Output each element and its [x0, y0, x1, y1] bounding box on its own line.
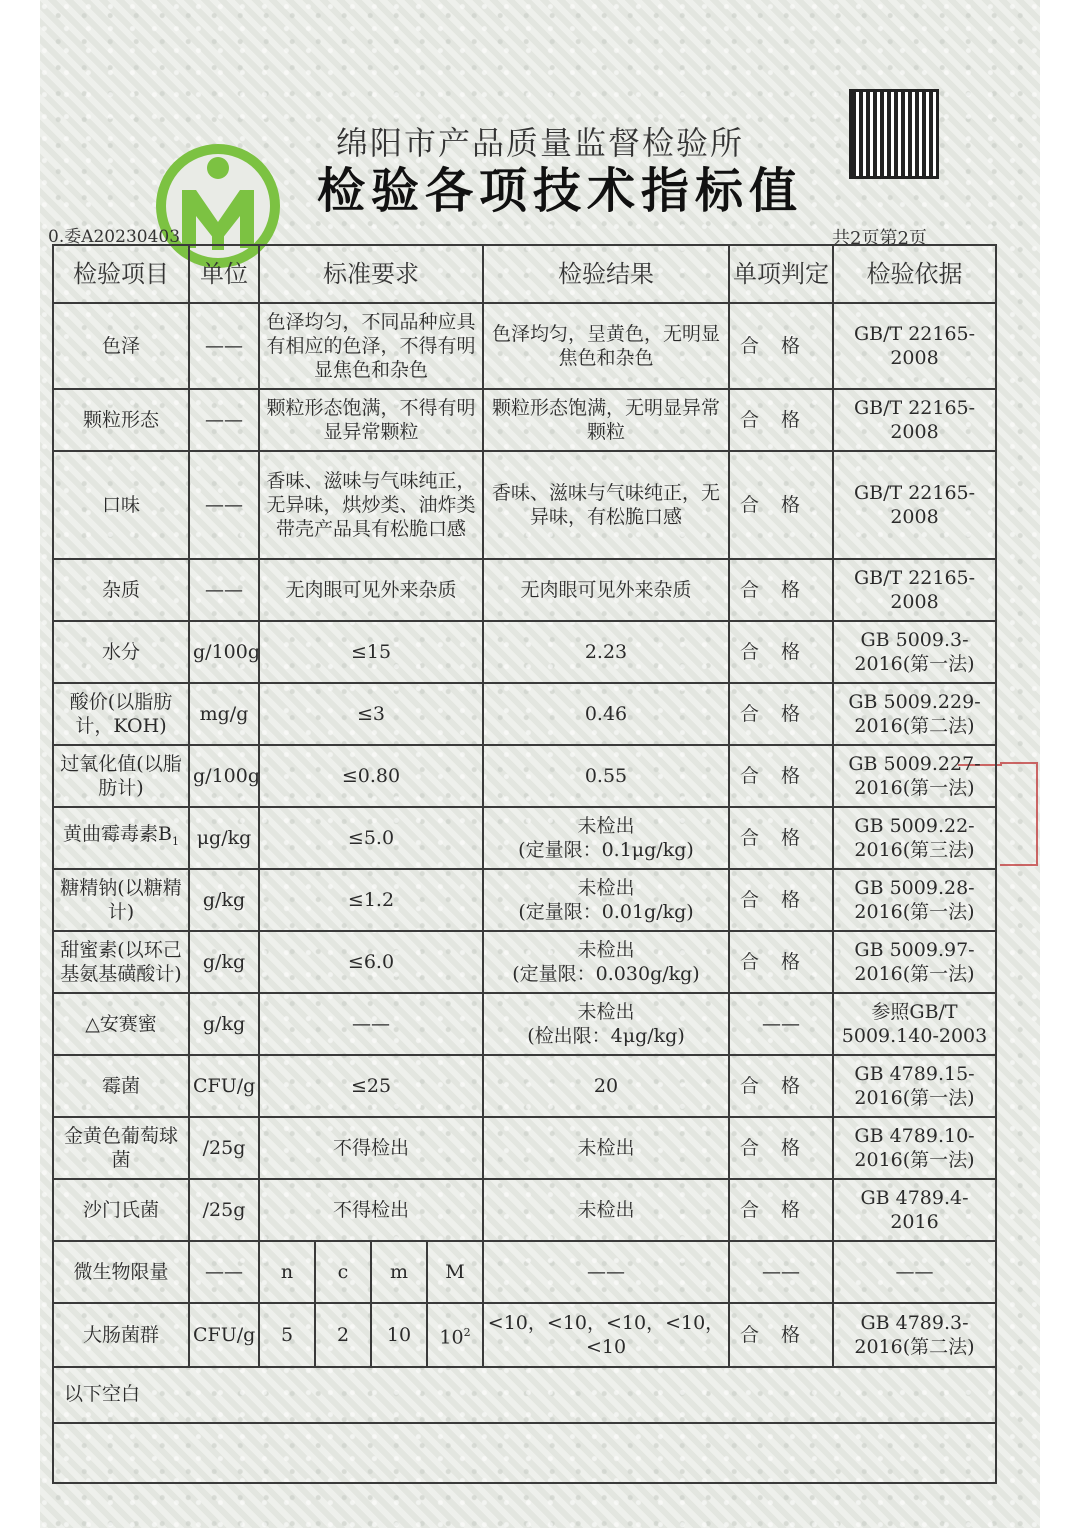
cell-standard: 颗粒形态饱满，不得有明显异常颗粒 — [259, 389, 483, 451]
cell-unit: —— — [189, 1241, 259, 1303]
col-header-item: 检验项目 — [53, 245, 189, 303]
cell-unit: —— — [189, 303, 259, 389]
cell-unit: g/kg — [189, 993, 259, 1055]
cell-judgement: —— — [729, 993, 833, 1055]
blank-cell — [53, 1423, 996, 1483]
blank-row — [53, 1423, 996, 1483]
cell-result: 未检出 — [483, 1117, 729, 1179]
cell-basis: GB 5009.229-2016(第二法) — [833, 683, 996, 745]
cell-unit: CFU/g — [189, 1303, 259, 1367]
cell-basis: GB 4789.15-2016(第一法) — [833, 1055, 996, 1117]
cell-col-n: n — [259, 1241, 315, 1303]
table-row — [53, 683, 996, 745]
cell-standard: —— — [259, 993, 483, 1055]
cell-col-M: M — [427, 1241, 483, 1303]
result-note: (定量限：0.030g/kg) — [512, 963, 700, 985]
cell-unit: —— — [189, 559, 259, 621]
cell-item-subscript: 1 — [171, 834, 179, 848]
cell-judgement: 合格 — [729, 869, 833, 931]
cell-result — [483, 931, 729, 993]
cell-item: 沙门氏菌 — [53, 1179, 189, 1241]
cell-item: △安赛蜜 — [53, 993, 189, 1055]
cell-unit: —— — [189, 389, 259, 451]
cell-standard: 香味、滋味与气味纯正，无异味，烘炒类、油炸类带壳产品具有松脆口感 — [259, 451, 483, 559]
cell-basis: 参照GB/T 5009.140-2003 — [833, 993, 996, 1055]
result-text: 未检出 — [577, 815, 635, 837]
cell-judgement: 合格 — [729, 807, 833, 869]
cell-result: 0.46 — [483, 683, 729, 745]
result-text: 未检出 — [577, 939, 635, 961]
cell-basis: GB/T 22165-2008 — [833, 303, 996, 389]
cell-result: 无肉眼可见外来杂质 — [483, 559, 729, 621]
cell-M — [427, 1303, 483, 1367]
cell-item: 霉菌 — [53, 1055, 189, 1117]
cell-standard: 不得检出 — [259, 1179, 483, 1241]
cell-item: 微生物限量 — [53, 1241, 189, 1303]
cell-item: 大肠菌群 — [53, 1303, 189, 1367]
table-row — [53, 745, 996, 807]
cell-judgement: —— — [729, 1241, 833, 1303]
blank-label: 以下空白 — [53, 1367, 189, 1423]
cell-unit: /25g — [189, 1117, 259, 1179]
table-row — [53, 389, 996, 451]
col-header-unit: 单位 — [189, 245, 259, 303]
cell-standard: ≤5.0 — [259, 807, 483, 869]
cell-c: 2 — [315, 1303, 371, 1367]
document-title: 检验各项技术指标值 — [316, 163, 803, 219]
blank-row — [53, 1367, 996, 1423]
cell-judgement: 合格 — [729, 1055, 833, 1117]
cell-result: 2.23 — [483, 621, 729, 683]
col-header-result: 检验结果 — [483, 245, 729, 303]
cell-result: 颗粒形态饱满，无明显异常颗粒 — [483, 389, 729, 451]
table-row — [53, 1055, 996, 1117]
cell-judgement: 合格 — [729, 745, 833, 807]
table-row — [53, 1179, 996, 1241]
cell-item: 甜蜜素(以环己基氨基磺酸计) — [53, 931, 189, 993]
report-number: 0.委A20230403 — [48, 227, 181, 247]
table-row — [53, 807, 996, 869]
seam-stamp — [1000, 762, 1038, 866]
page-info: 共2页第2页 — [832, 228, 927, 249]
result-note: (定量限：0.01g/kg) — [518, 901, 694, 923]
blank-cell — [189, 1367, 996, 1423]
cell-item: 杂质 — [53, 559, 189, 621]
cell-unit: μg/kg — [189, 807, 259, 869]
cell-standard: 不得检出 — [259, 1117, 483, 1179]
cell-judgement: 合格 — [729, 303, 833, 389]
cell-basis: GB 4789.10-2016(第一法) — [833, 1117, 996, 1179]
cell-item-text: 黄曲霉毒素B — [63, 823, 172, 846]
cell-judgement: 合格 — [729, 389, 833, 451]
cell-unit: g/kg — [189, 931, 259, 993]
cell-unit: g/100g — [189, 745, 259, 807]
cell-col-c: c — [315, 1241, 371, 1303]
cell-result: 0.55 — [483, 745, 729, 807]
cell-col-m: m — [371, 1241, 427, 1303]
cell-judgement: 合格 — [729, 1179, 833, 1241]
cell-unit: CFU/g — [189, 1055, 259, 1117]
cell-basis: GB/T 22165-2008 — [833, 451, 996, 559]
cell-basis: GB 5009.227-2016(第一法) — [833, 745, 996, 807]
result-note: (检出限：4μg/kg) — [527, 1025, 685, 1047]
cell-judgement: 合格 — [729, 931, 833, 993]
cell-M-base: 10 — [439, 1326, 464, 1349]
cell-judgement: 合格 — [729, 683, 833, 745]
cell-judgement: 合格 — [729, 621, 833, 683]
table-row — [53, 869, 996, 931]
cell-n: 5 — [259, 1303, 315, 1367]
cell-result: <10，<10，<10，<10，<10 — [483, 1303, 729, 1367]
cell-judgement: 合格 — [729, 451, 833, 559]
cell-judgement: 合格 — [729, 559, 833, 621]
col-header-judgement: 单项判定 — [729, 245, 833, 303]
cell-basis: GB 4789.3-2016(第二法) — [833, 1303, 996, 1367]
table-row — [53, 1117, 996, 1179]
cell-item — [53, 807, 189, 869]
table-row — [53, 993, 996, 1055]
cell-basis: GB 5009.97-2016(第一法) — [833, 931, 996, 993]
cell-result: 20 — [483, 1055, 729, 1117]
table-row — [53, 621, 996, 683]
cell-basis: GB 4789.4-2016 — [833, 1179, 996, 1241]
table-row — [53, 559, 996, 621]
coliform-row — [53, 1303, 996, 1367]
cell-standard: ≤15 — [259, 621, 483, 683]
cell-unit: g/100g — [189, 621, 259, 683]
cell-M-exponent: 2 — [463, 1325, 471, 1339]
cell-standard: ≤25 — [259, 1055, 483, 1117]
cell-basis: GB 5009.28-2016(第一法) — [833, 869, 996, 931]
cell-item: 过氧化值(以脂肪计) — [53, 745, 189, 807]
institute-name: 绵阳市产品质量监督检验所 — [335, 124, 744, 162]
table-row — [53, 451, 996, 559]
cell-m: 10 — [371, 1303, 427, 1367]
header-row — [53, 245, 996, 303]
cell-standard: ≤6.0 — [259, 931, 483, 993]
cell-unit: —— — [189, 451, 259, 559]
table-row — [53, 931, 996, 993]
result-text: 未检出 — [577, 877, 635, 899]
cell-item: 金黄色葡萄球菌 — [53, 1117, 189, 1179]
cell-judgement: 合格 — [729, 1117, 833, 1179]
result-text: 未检出 — [577, 1001, 635, 1023]
cell-item: 酸价(以脂肪计，KOH) — [53, 683, 189, 745]
micro-limit-row — [53, 1241, 996, 1303]
result-note: (定量限：0.1μg/kg) — [518, 839, 694, 861]
cell-result — [483, 807, 729, 869]
cell-basis: GB 5009.22-2016(第三法) — [833, 807, 996, 869]
cell-item: 水分 — [53, 621, 189, 683]
cell-standard: ≤1.2 — [259, 869, 483, 931]
cell-unit: g/kg — [189, 869, 259, 931]
cell-basis: —— — [833, 1241, 996, 1303]
col-header-basis: 检验依据 — [833, 245, 996, 303]
col-header-standard: 标准要求 — [259, 245, 483, 303]
cell-result: 色泽均匀，呈黄色，无明显焦色和杂色 — [483, 303, 729, 389]
cell-judgement: 合格 — [729, 1303, 833, 1367]
cell-basis: GB 5009.3-2016(第一法) — [833, 621, 996, 683]
table-row — [53, 303, 996, 389]
cell-item: 口味 — [53, 451, 189, 559]
cell-standard: ≤3 — [259, 683, 483, 745]
cell-result: 未检出 — [483, 1179, 729, 1241]
cell-result — [483, 993, 729, 1055]
cell-basis: GB/T 22165-2008 — [833, 559, 996, 621]
cell-item: 色泽 — [53, 303, 189, 389]
cell-standard: 无肉眼可见外来杂质 — [259, 559, 483, 621]
cell-standard: 色泽均匀，不同品种应具有相应的色泽，不得有明显焦色和杂色 — [259, 303, 483, 389]
cell-standard: ≤0.80 — [259, 745, 483, 807]
spec-table — [52, 244, 997, 1484]
cell-basis: GB/T 22165-2008 — [833, 389, 996, 451]
cell-result: 香味、滋味与气味纯正，无异味，有松脆口感 — [483, 451, 729, 559]
cell-result — [483, 869, 729, 931]
cell-result: —— — [483, 1241, 729, 1303]
cell-item: 糖精钠(以糖精计) — [53, 869, 189, 931]
cell-unit: mg/g — [189, 683, 259, 745]
cell-item: 颗粒形态 — [53, 389, 189, 451]
cell-unit: /25g — [189, 1179, 259, 1241]
